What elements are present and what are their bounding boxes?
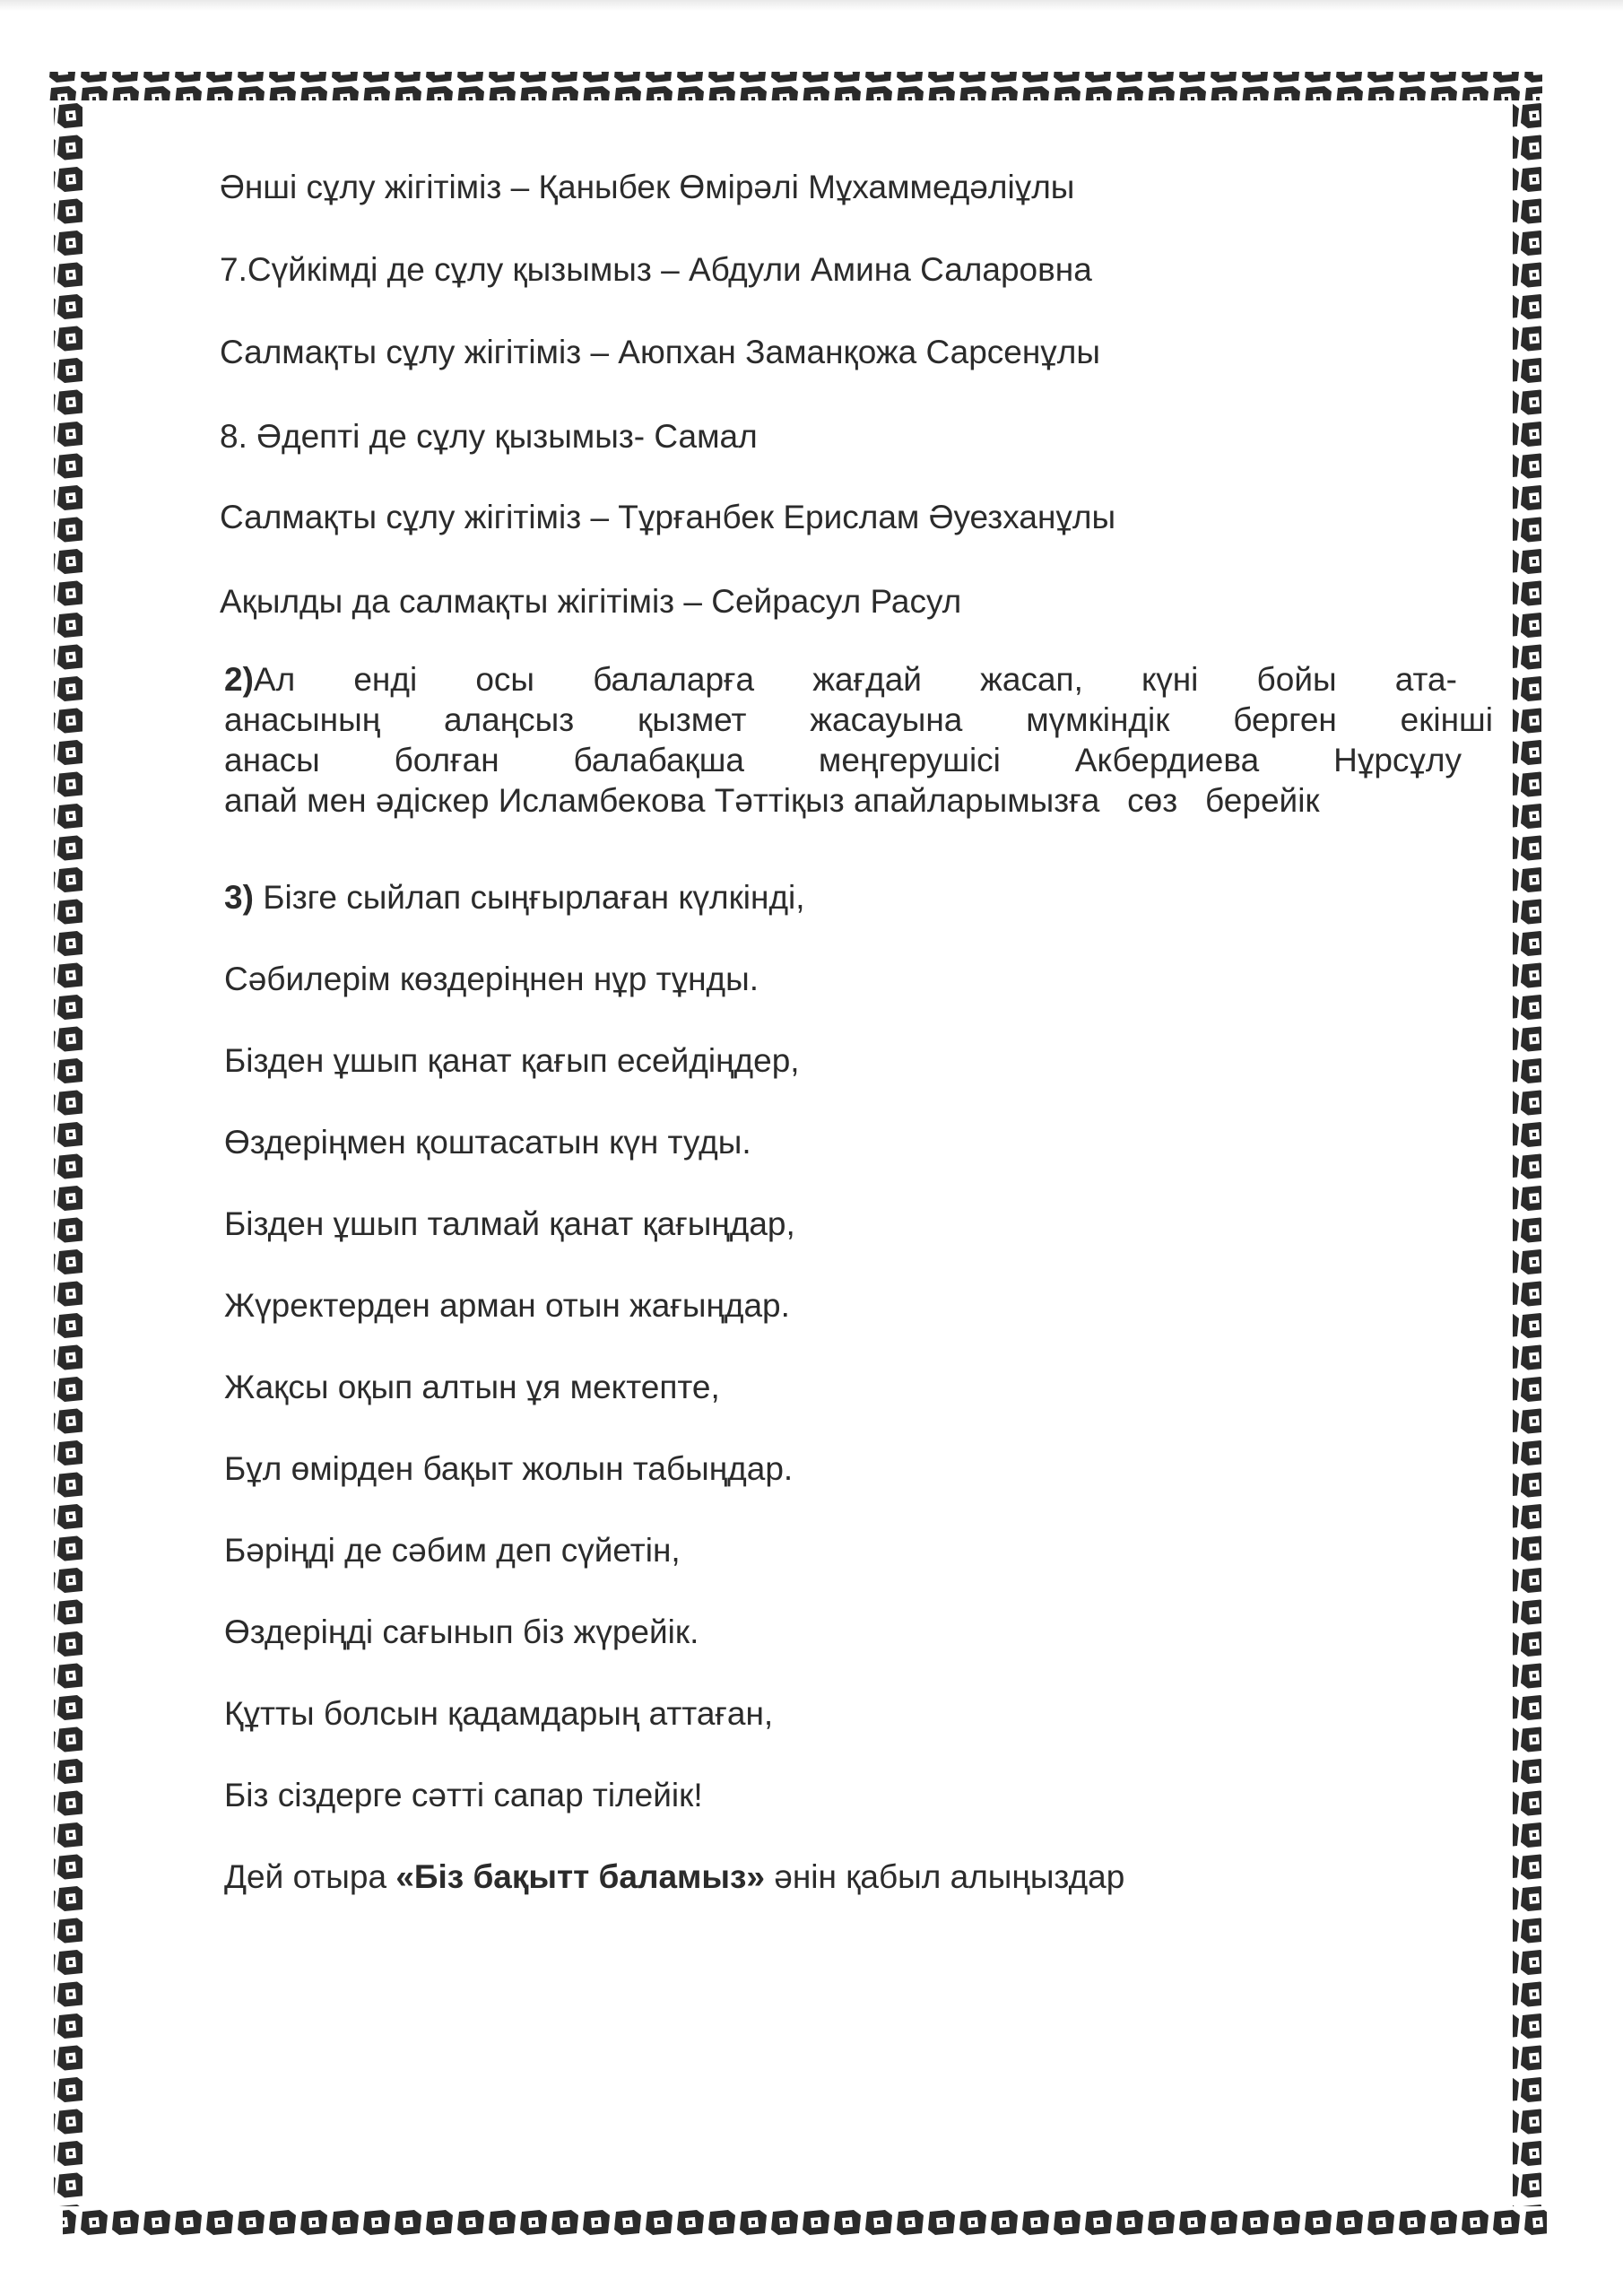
word: меңгерушісі [818,742,1001,778]
closing-text: әнін қабыл алыңыздар [764,1858,1125,1895]
poem-line: Бізден ұшып талмай қанат қағыңдар, [224,1205,795,1242]
border-left [54,103,82,2206]
poem-line: Өздеріңмен қоштасатын күн туды. [224,1124,751,1161]
word: бойы [1256,661,1337,698]
poem-line: Бізден ұшып қанат қағып есейдіңдер, [224,1042,800,1079]
word: мүмкіндік [1026,701,1170,738]
word: Ал [253,661,296,698]
paragraph-2-row-4 [224,780,1502,821]
word: жасауына [810,701,963,738]
paragraph-2-last-line: апай мен әдіскер Исламбекова Тәттіқыз апайларымызға сөз берейік [224,782,1320,819]
poem-line: Құтты болсын қадамдарың аттаған, [224,1695,774,1732]
list-line-3: Салмақты сұлу жігітіміз – Аюпхан Заманқожа Сарсенұлы [220,334,1100,370]
word: берген [1233,701,1337,738]
closing-line [224,1857,1124,1898]
paragraph-2 [224,659,1502,821]
list-line-1: Әнші сұлу жігітіміз – Қаныбек Өмірәлі Мұхаммедәліұлы [220,169,1075,205]
poem-number: 3) [224,879,254,916]
word: жағдай [812,661,922,698]
poem-first-line [224,877,1124,918]
word: балаларға [593,661,755,698]
poem-line: Бұл өмірден бақыт жолын табыңдар. [224,1450,794,1487]
word: жасап, [980,661,1083,698]
border-top [49,72,1542,100]
word: екінші [1400,701,1493,738]
word: алаңсыз [443,701,575,738]
word: болған [394,742,499,778]
word: балабақша [573,742,744,778]
word: қызмет [638,701,747,738]
poem-line: Бізге сыйлап сыңғырлаған күлкінді, [263,879,805,916]
poem [224,877,1124,1898]
paragraph-2-row-2 [224,700,1493,740]
closing-text: Дей отыра [224,1858,396,1895]
paragraph-2-row-3 [224,740,1462,780]
word: күні [1141,661,1199,698]
poem-line: Жүректерден арман отын жағыңдар. [224,1287,790,1324]
paragraph-2-number: 2) [224,661,254,698]
list-line-5: Салмақты сұлу жігітіміз – Тұрғанбек Ерислам Әуезханұлы [220,499,1116,535]
word: ата- [1394,661,1457,698]
name-list [220,167,1115,622]
poem-line: Өздеріңді сағынып біз жүрейік. [224,1613,699,1650]
song-title: «Біз бақытт баламыз» [395,1858,765,1895]
poem-line: Сәбилерім көздеріңнен нұр тұнды. [224,961,759,997]
word: енді [353,661,418,698]
border-bottom [63,2206,1547,2235]
list-line-2: 7.Сүйкімді де сұлу қызымыз – Абдули Амина Саларовна [220,251,1092,288]
list-line-4: 8. Әдепті де сұлу қызымыз- Самал [220,418,758,455]
poem-line: Бәріңді де сәбим деп сүйетін, [224,1532,681,1569]
poem-line: Біз сіздерге сәтті сапар тілейік! [224,1777,703,1813]
paragraph-2-row-1 [224,659,1502,700]
poem-line: Жақсы оқып алтын ұя мектепте, [224,1369,720,1405]
word: Акбердиева [1074,742,1260,778]
word: Нұрсұлу [1333,742,1462,778]
word: осы [475,661,535,698]
word: анасының [224,701,381,738]
list-line-6: Ақылды да салмақты жігітіміз – Сейрасул Расул [220,583,962,620]
border-right [1513,103,1541,2206]
word: анасы [224,742,320,778]
